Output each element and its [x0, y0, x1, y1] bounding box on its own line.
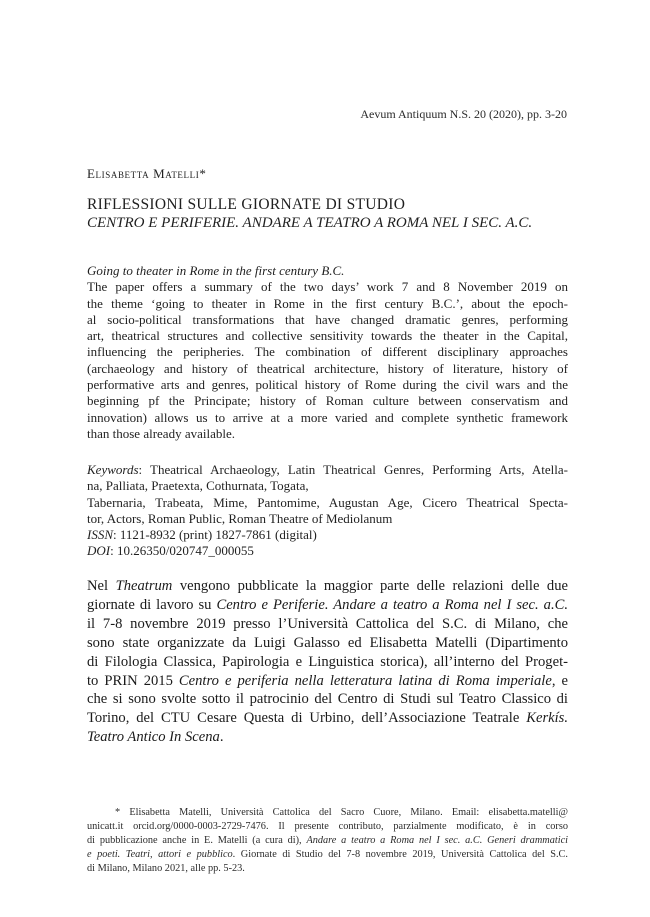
abstract-english-title: Going to theater in Rome in the first century B.C. [87, 263, 345, 278]
body-line: sono state organizzate da Luigi Galasso ed Elisabetta Matelli (Dipartimento [87, 634, 568, 651]
abstract-line: The paper offers a summary of the two days’ work 7 and 8 November 2019 on [87, 279, 568, 295]
issn-line [87, 527, 568, 543]
footnote-text: di pubblicazione anche in E. Matelli (a cura di), [87, 835, 307, 846]
doi-label: DOI [87, 543, 111, 559]
body-line [87, 596, 568, 615]
footnote-line [87, 806, 568, 820]
keywords-line: Tabernaria, Trabeata, Mime, Pantomime, Augustan Age, Cicero Theatrical Specta- [87, 494, 568, 510]
abstract-line: influencing the peripheries. The combination of different disciplinary approaches [87, 344, 568, 360]
footnote [87, 806, 568, 876]
abstract-last-line: than those already available. [87, 425, 235, 441]
author-name: Elisabetta Matelli* [87, 166, 207, 181]
body-text-run: . [219, 729, 224, 746]
association-name-italic: Teatro Antico In Scena [87, 729, 220, 746]
body-line: di Filologia Classica, Papirologia e Linguistica storica), all’interno del Proget- [87, 653, 568, 670]
book-title-italic: Andare a teatro a Roma nel I sec. a.C. Generi drammatici [306, 835, 569, 846]
abstract [87, 263, 568, 442]
keywords-text: : Theatrical Archaeology, Latin Theatrical Genres, Performing Arts, Atella- [138, 462, 568, 477]
abstract-line: innovation) allows us to arrive at a more varied and complete synthetic framework [87, 409, 568, 425]
body-text-run: to PRIN 2015 [87, 672, 179, 689]
body-line [87, 728, 568, 747]
body-line [87, 672, 568, 691]
keywords-line: na, Palliata, Praetexta, Cothurnata, Togata, [87, 478, 309, 494]
keywords-block [87, 462, 568, 560]
body-text-run: giornate di lavoro su [87, 596, 217, 613]
abstract-line: (archaeology and history of theatrical architecture, history of literature, history of [87, 360, 568, 376]
body-line [87, 577, 568, 596]
keywords-line: tor, Actors, Roman Public, Roman Theatre of Mediolanum [87, 510, 393, 526]
running-head: Aevum Antiquum N.S. 20 (2020), pp. 3-20 [360, 107, 567, 121]
book-title-italic: e poeti. Teatri, attori e pubblico [87, 849, 233, 860]
article-title: RIFLESSIONI SULLE GIORNATE DI STUDIO [87, 196, 406, 213]
keywords-line [87, 462, 568, 478]
body-line: il 7-8 novembre 2019 presso l’Università Cattolica del S.C. di Milano, che [87, 615, 568, 632]
project-title-italic: Centro e periferia nella letteratura latina di Roma imperiale [178, 672, 552, 689]
body-text-run: vengono pubblicate la maggior parte delle relazioni delle due [172, 578, 568, 594]
abstract-line: art, theatrical structures and collective sensitivity towards the theater in the Capital, [87, 328, 568, 344]
footnote-text: . Giornate di Studio del 7-8 novembre 2019, Università Cattolica del S.C. [232, 849, 568, 860]
abstract-line: performative arts and genres, political history of Rome during the civil wars and the [87, 377, 568, 393]
body-line: che si sono svolte sotto il patrocinio del Centro di Studi sul Teatro Classico di [87, 691, 568, 708]
issn-label: ISSN [87, 527, 113, 543]
doi-line [87, 543, 568, 559]
body-text-run: , e [551, 672, 568, 689]
doi-value: : 10.26350/020747_000055 [110, 543, 254, 559]
footnote-line [87, 834, 568, 848]
association-name-italic: Kerkís. [526, 710, 568, 727]
footnote-line: di Milano, Milano 2021, alle pp. 5-23. [87, 863, 245, 874]
article-subtitle: CENTRO E PERIFERIE. ANDARE A TEATRO A ROMA NEL I SEC. A.C. [87, 215, 533, 231]
conference-title-italic: Centro e Periferie. Andare a teatro a Roma nel I sec. a.C. [216, 596, 568, 613]
abstract-line: beginning pf the Principate; history of Roman culture between conservatism and [87, 393, 568, 409]
issn-value: : 1121-8932 (print) 1827-7861 (digital) [113, 527, 317, 543]
body-text-run: Nel [87, 578, 116, 594]
abstract-line: the theme ‘going to theater in Rome in the first century B.C.’, about the epoch- [87, 295, 568, 311]
body-line [87, 709, 568, 728]
footnote-text: * Elisabetta Matelli, Università Cattolica del Sacro Cuore, Milano. Email: elisabetta.matelli@ [115, 807, 568, 818]
abstract-line: al socio-political transformations that have changed dramatic genres, performing [87, 311, 568, 327]
journal-name-italic: Theatrum [115, 578, 173, 594]
footnote-line [87, 848, 568, 862]
footnote-line: unicatt.it orcid.org/0000-0003-2729-7476. Il presente contributo, parzialmente modificato, è in corso [87, 821, 568, 832]
article-title-block [87, 195, 567, 233]
body-text-run: Torino, del CTU Cesare Questa di Urbino, dell’Associazione Teatrale [87, 710, 527, 727]
body-paragraph [87, 577, 568, 747]
keywords-label: Keywords [87, 462, 139, 477]
